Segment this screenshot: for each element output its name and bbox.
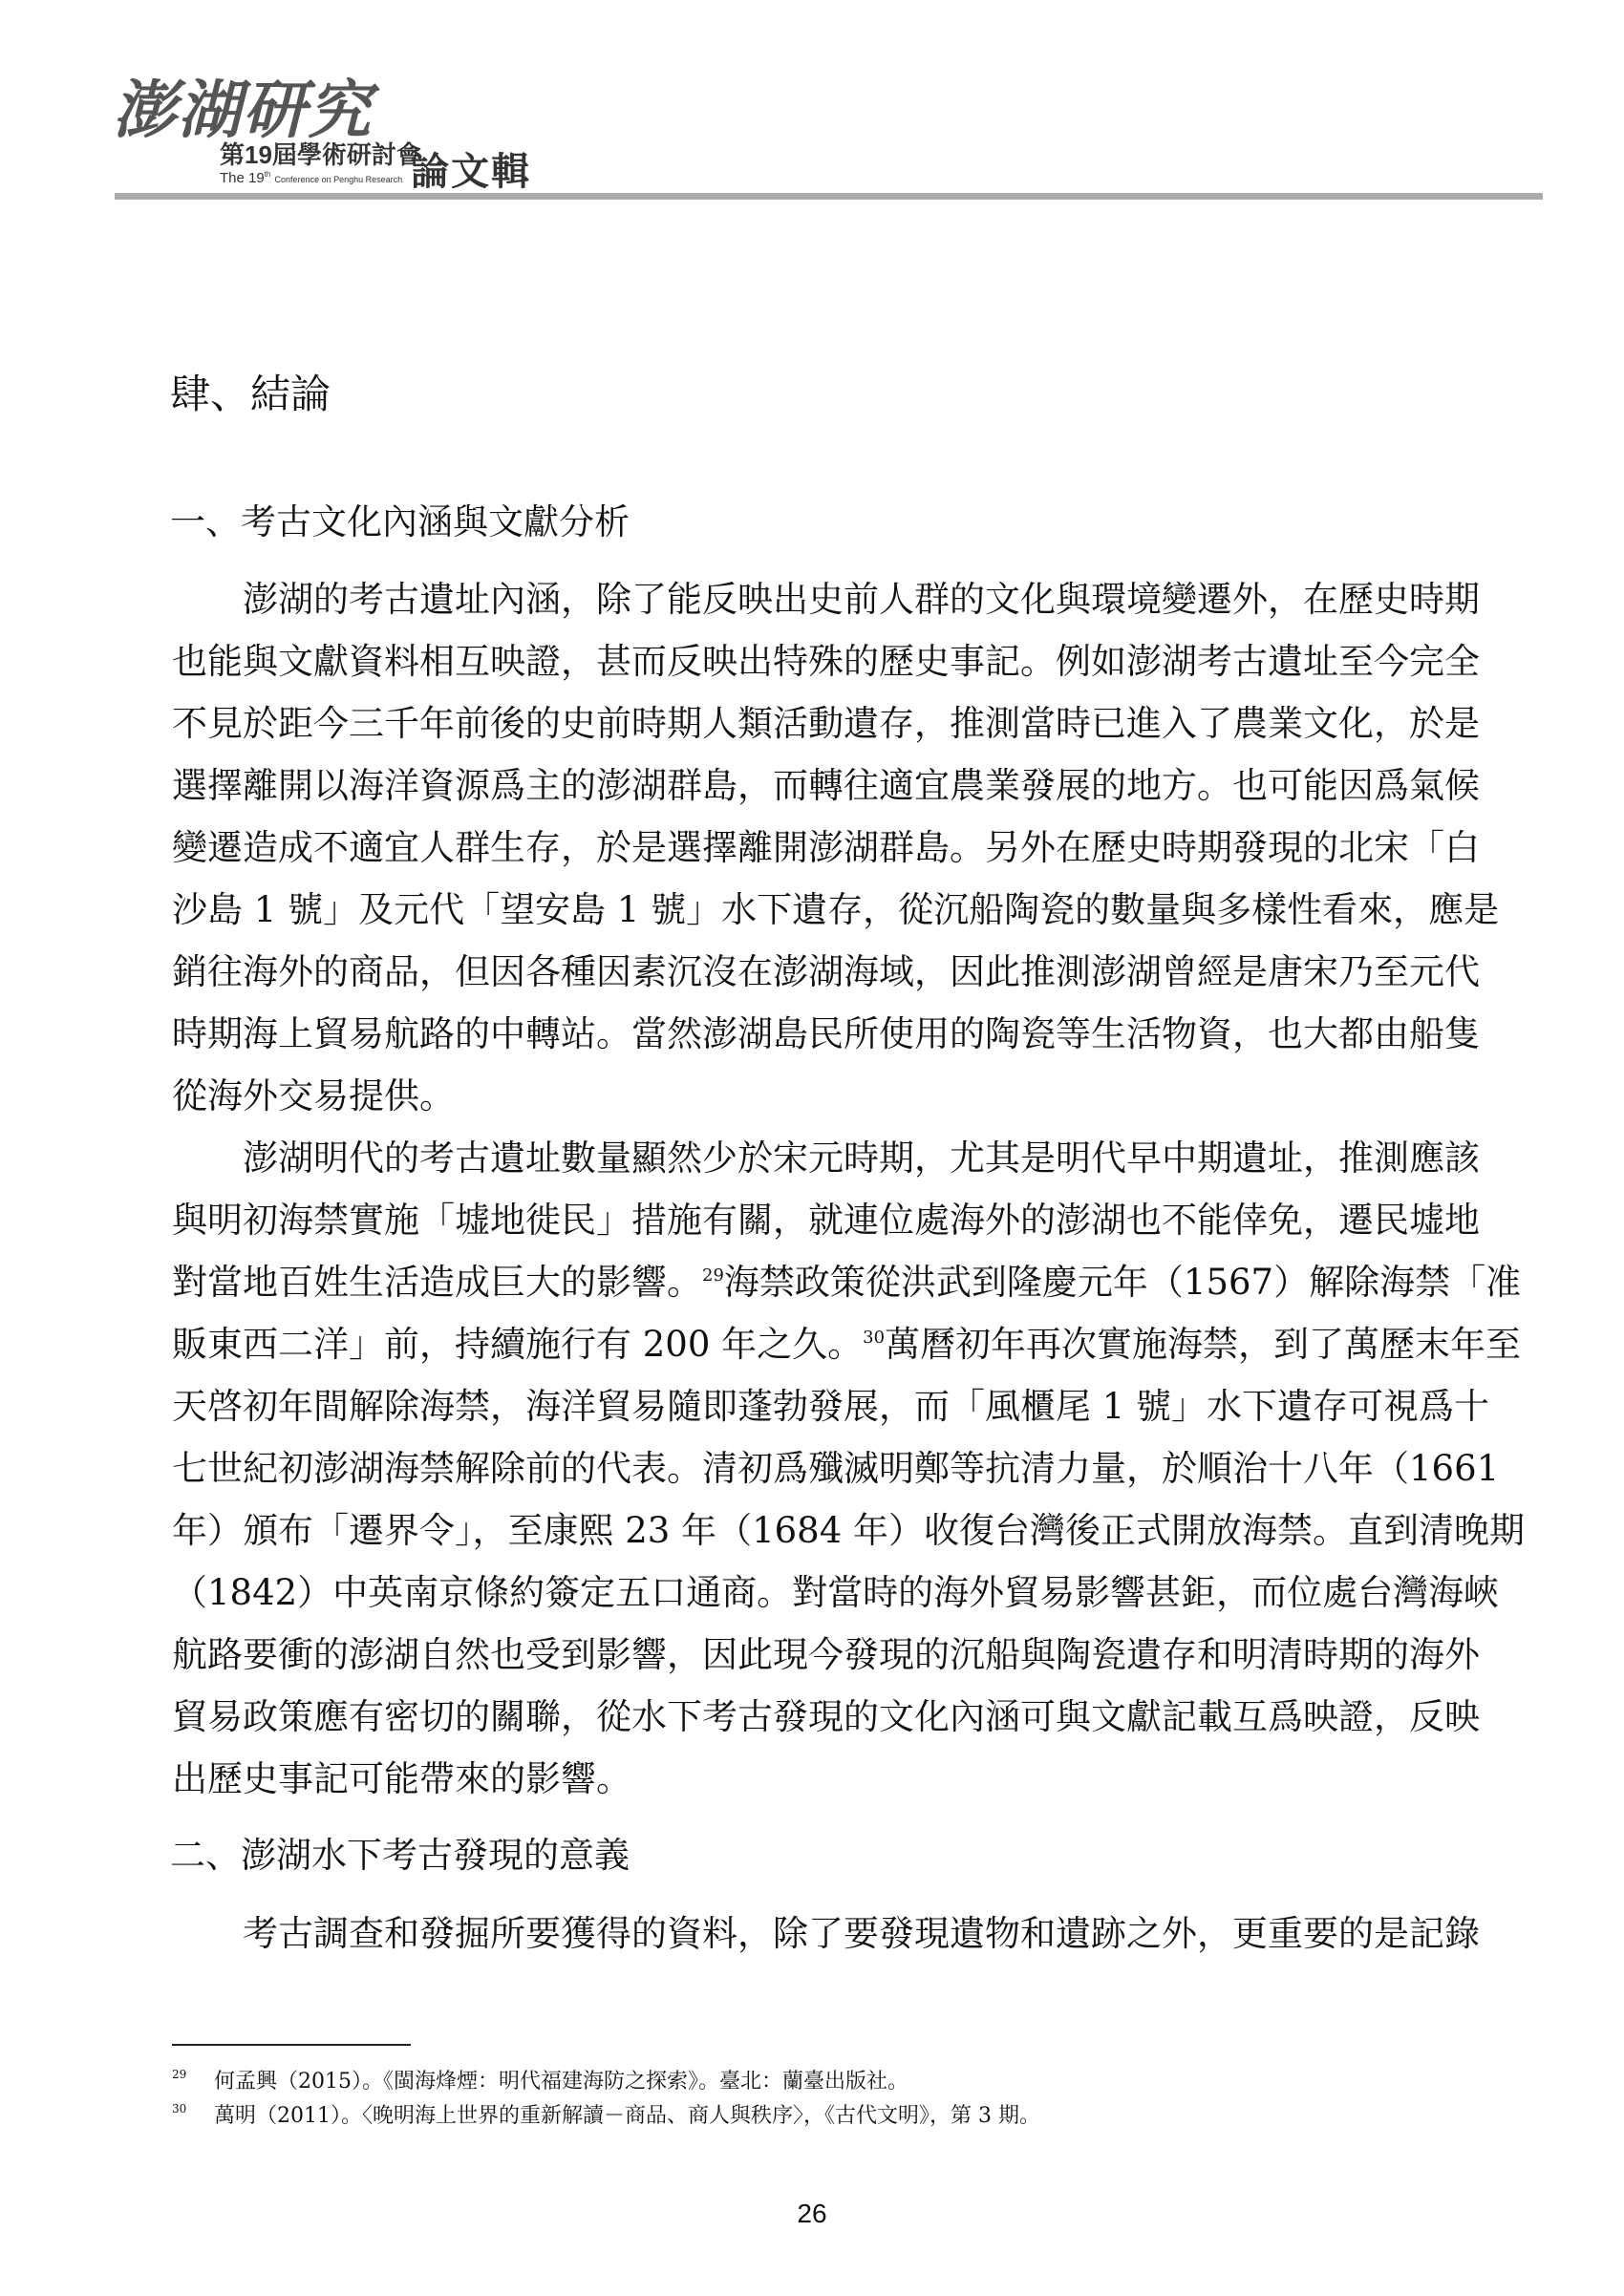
text-line: 貿易政策應有密切的關聯，從水下考古發現的文化內涵可與文獻記載互爲映證，反映 (172, 1696, 1480, 1737)
footnote-text: 萬明（2011）。〈晚明海上世界的重新解讀－商品、商人與秩序〉，《古代文明》，第 3 期。 (214, 2104, 1040, 2128)
text-line: 變遷造成不適宜人群生存，於是選擇離開澎湖群島。另外在歷史時期發現的北宋「白 (172, 827, 1480, 868)
text-line: 選擇離開以海洋資源爲主的澎湖群島，而轉往適宜農業發展的地方。也可能因爲氣候 (172, 765, 1480, 806)
footnote (172, 2099, 1040, 2129)
paragraph (172, 1127, 1526, 1810)
text-segment: 萬曆初年再次實施海禁，到了萬歷末年至 (885, 1324, 1522, 1365)
section-title-2: 二、澎湖水下考古發現的意義 (170, 1835, 630, 1876)
footnote-number: 30 (172, 2102, 187, 2115)
footnote-rule (172, 2044, 411, 2046)
header-rule (115, 193, 1543, 200)
text-line: 考古調查和發掘所要獲得的資料，除了要發現遺物和遺跡之外，更重要的是記錄 (243, 1913, 1480, 1954)
text-line: 年）頒布「遷界令」，至康熙 23 年（1684 年）收復台灣後正式開放海禁。直到清晚期 (172, 1510, 1526, 1551)
text-line: 也能與文獻資料相互映證，甚而反映出特殊的歷史事記。例如澎湖考古遺址至今完全 (172, 641, 1480, 682)
text-segment: 販東西二洋」前，持續施行有 200 年之久。 (172, 1324, 864, 1365)
conference-en-suffix: Conference on Penghu Research (274, 175, 403, 184)
text-line: 與明初海禁實施「墟地徙民」措施有關，就連位處海外的澎湖也不能倖免，遷民墟地 (172, 1200, 1480, 1241)
conference-title-zh: 第19屆學術研討會 (220, 140, 421, 169)
text-line: 從海外交易提供。 (172, 1075, 455, 1116)
conference-en-sup: th (264, 170, 271, 179)
text-line (172, 1251, 1522, 1313)
text-line: 銷往海外的商品，但因各種因素沉沒在澎湖海域，因此推測澎湖曾經是唐宋乃至元代 (172, 951, 1480, 992)
section-title-1: 一、考古文化內涵與文獻分析 (170, 501, 630, 542)
chapter-title: 肆、結論 (170, 371, 331, 417)
paragraph (172, 568, 1500, 1127)
paragraph (172, 1903, 1480, 1965)
text-line: 澎湖的考古遺址內涵，除了能反映出史前人群的文化與環境變遷外，在歷史時期 (243, 579, 1480, 620)
text-line: 時期海上貿易航路的中轉站。當然澎湖島民所使用的陶瓷等生活物資，也大都由船隻 (172, 1013, 1480, 1054)
footnote-number: 29 (172, 2068, 187, 2081)
text-line: 天啓初年間解除海禁，海洋貿易隨即蓬勃發展，而「風櫃尾 1 號」水下遺存可視爲十 (172, 1386, 1490, 1427)
text-segment: 對當地百姓生活造成巨大的影響。 (172, 1262, 702, 1303)
page-number: 26 (797, 2199, 827, 2228)
footnote-ref[interactable]: 29 (702, 1265, 724, 1286)
text-segment: 海禁政策從洪武到隆慶元年（1567）解除海禁「准 (723, 1262, 1522, 1303)
conference-title-en (220, 170, 402, 186)
text-line: 沙島 1 號」及元代「望安島 1 號」水下遺存，從沉船陶瓷的數量與多樣性看來，應是 (172, 889, 1500, 930)
text-line: 七世紀初澎湖海禁解除前的代表。清初爲殲滅明鄭等抗清力量，於順治十八年（1661 (172, 1448, 1500, 1489)
text-line: （1842）中英南京條約簽定五口通商。對當時的海外貿易影響甚鉅，而位處台灣海峽 (172, 1572, 1500, 1613)
text-line: 澎湖明代的考古遺址數量顯然少於宋元時期，尤其是明代早中期遺址，推測應該 (243, 1137, 1480, 1179)
footnote-text: 何孟興（2015）。《閩海烽煙：明代福建海防之探索》。臺北：蘭臺出版社。 (214, 2070, 908, 2094)
journal-logo: 澎湖研究 (113, 73, 373, 147)
conference-en-prefix: The 19 (220, 170, 265, 186)
text-line: 出歷史事記可能帶來的影響。 (172, 1758, 631, 1799)
text-line: 不見於距今三千年前後的史前時期人類活動遺存，推測當時已進入了農業文化，於是 (172, 703, 1480, 744)
footnote-ref[interactable]: 30 (863, 1328, 886, 1348)
book-title: 論文輯 (411, 151, 531, 193)
footnote (172, 2065, 908, 2094)
text-line: 航路要衝的澎湖自然也受到影響，因此現今發現的沉船與陶瓷遺存和明清時期的海外 (172, 1634, 1480, 1675)
text-line (172, 1313, 1522, 1375)
